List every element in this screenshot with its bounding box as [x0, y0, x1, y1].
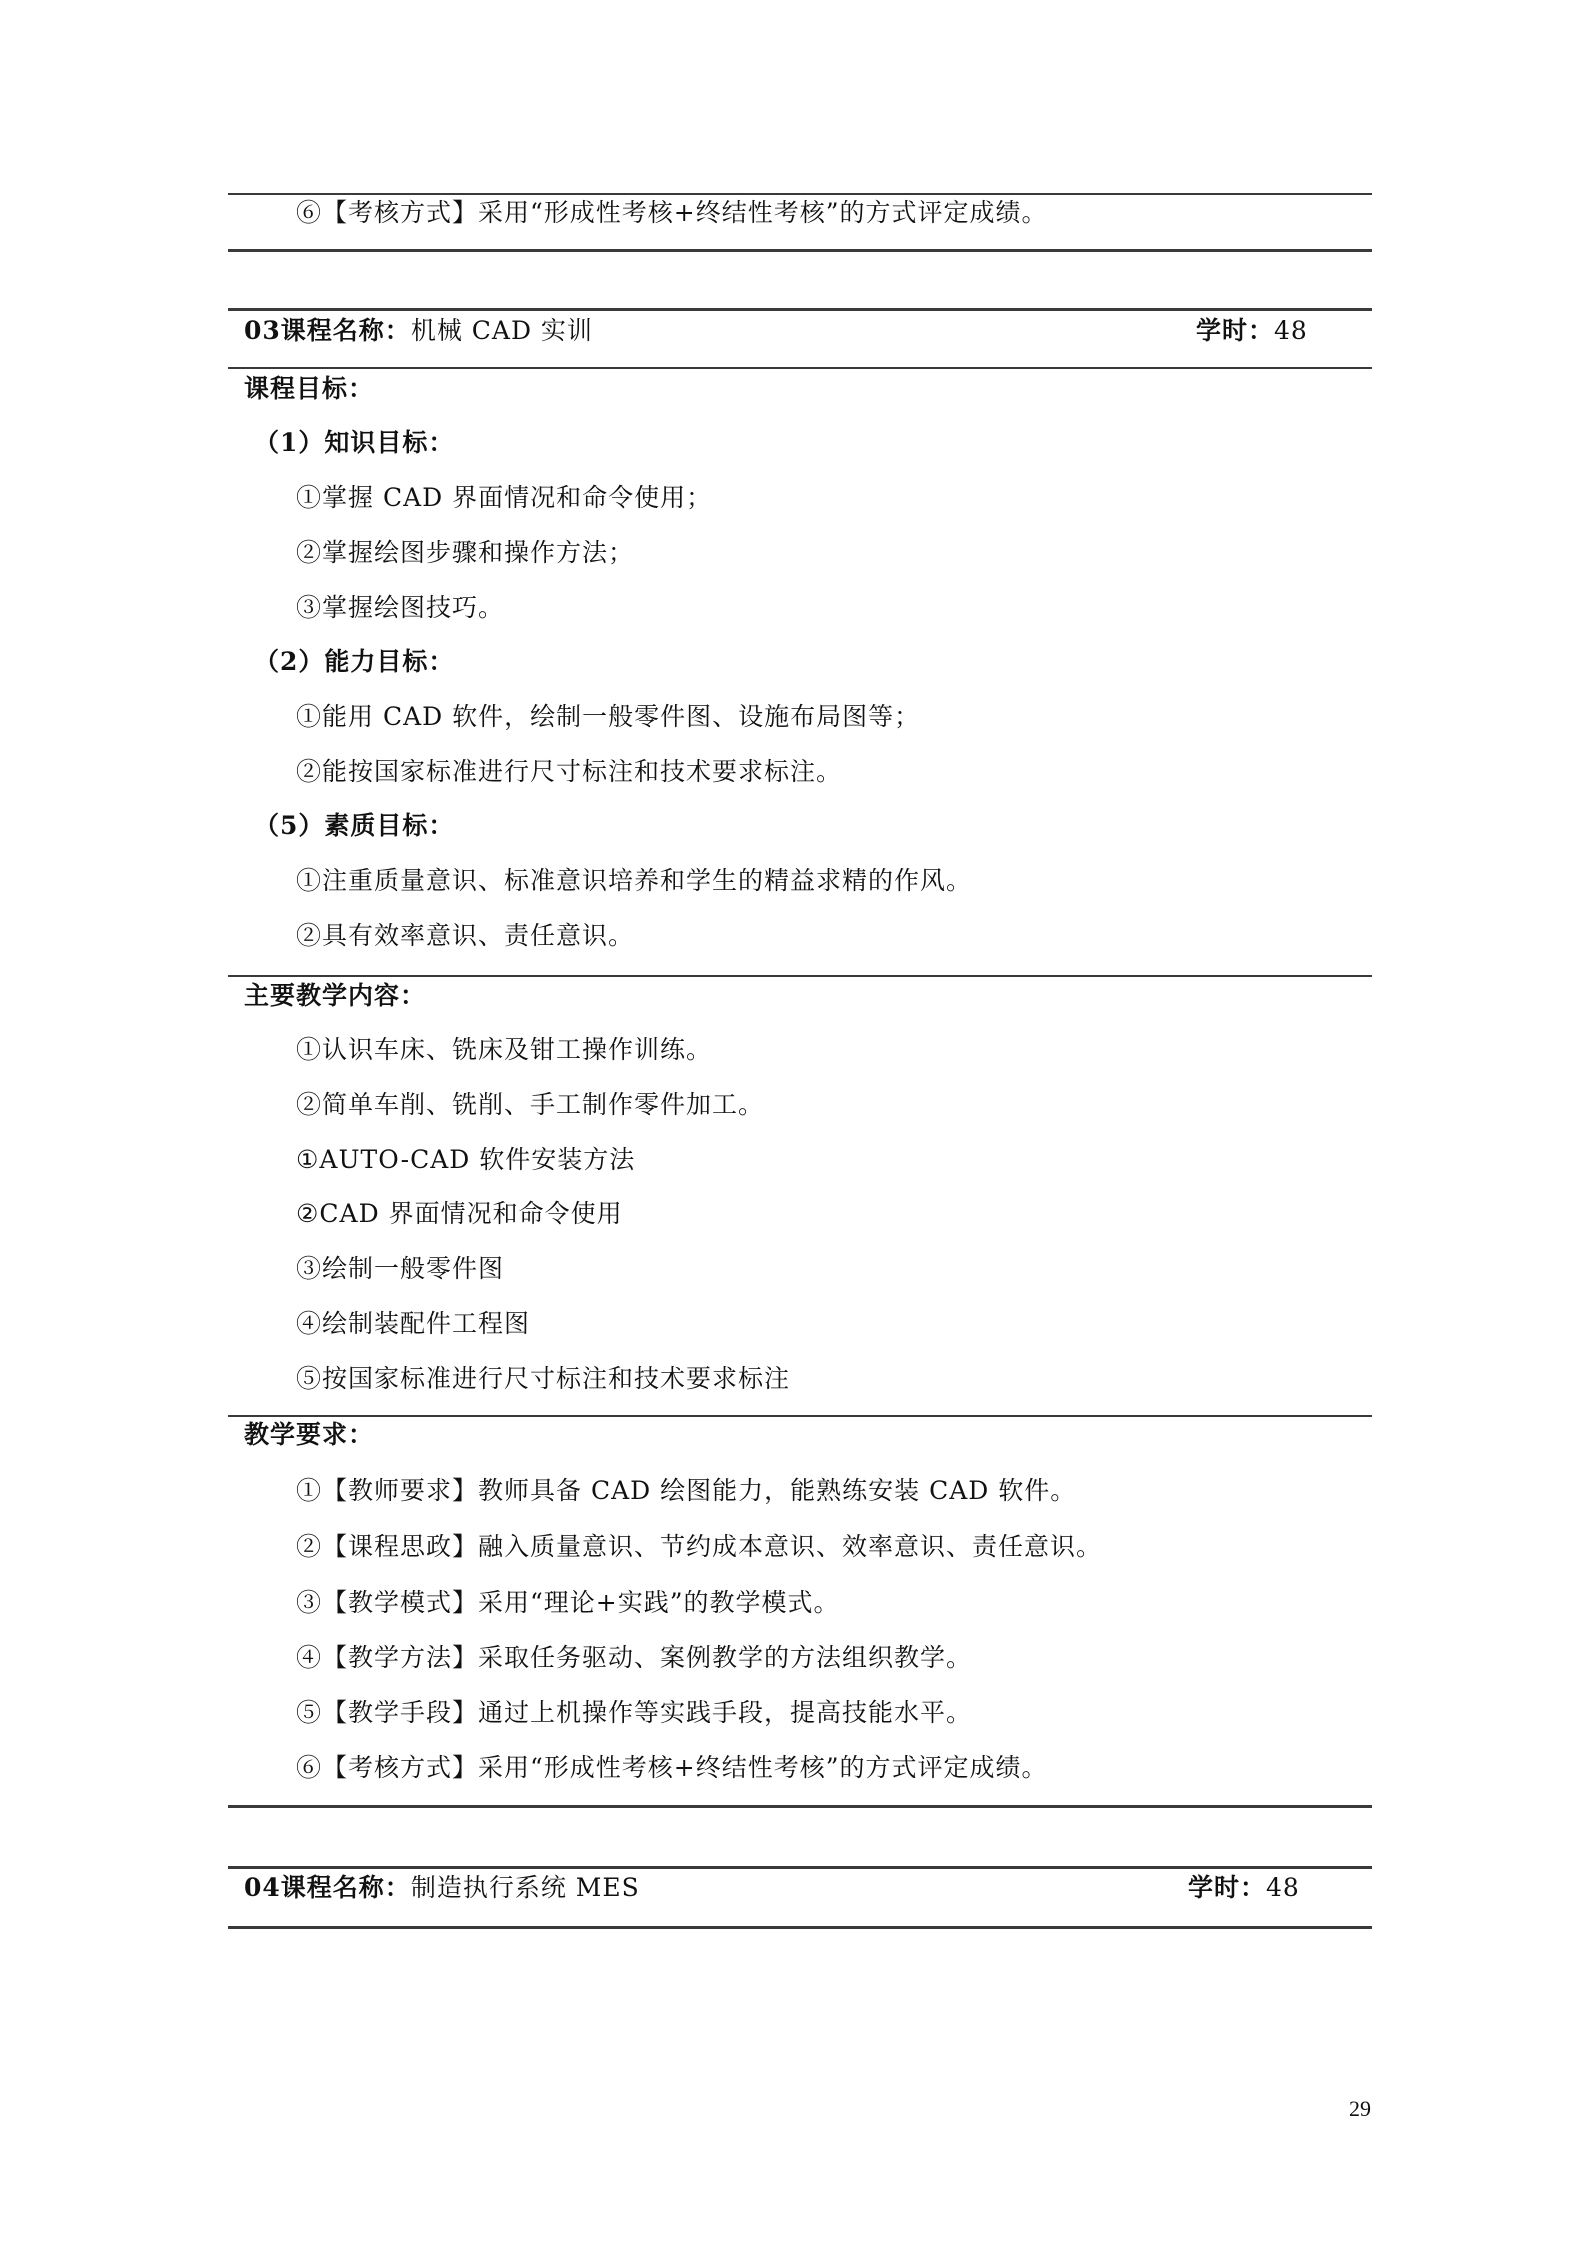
ability-item: ②能按国家标准进行尺寸标注和技术要求标注。: [296, 757, 843, 786]
requirement-item: ⑤【教学手段】通过上机操作等实践手段，提高技能水平。: [296, 1698, 973, 1727]
course03-number: 03: [244, 316, 281, 345]
course04-name: 制造执行系统 MES: [410, 1873, 640, 1902]
section-bottom-rule: [228, 249, 1372, 252]
course03-header-top-rule: [228, 308, 1372, 311]
content-item: ④绘制装配件工程图: [296, 1309, 531, 1338]
content-heading: 主要教学内容：: [244, 981, 427, 1010]
content-item: ⑤按国家标准进行尺寸标注和技术要求标注: [296, 1364, 791, 1393]
ability-item: ①能用 CAD 软件，绘制一般零件图、设施布局图等；: [296, 702, 921, 731]
knowledge-item: ②掌握绘图步骤和操作方法；: [296, 538, 635, 567]
requirement-item: ⑥【考核方式】采用“形成性考核+终结性考核”的方式评定成绩。: [296, 1753, 1048, 1782]
content-item: ①AUTO-CAD 软件安装方法: [296, 1145, 636, 1174]
course04-header-top-rule: [228, 1866, 1372, 1869]
requirement-item: ②【课程思政】融入质量意识、节约成本意识、效率意识、责任意识。: [296, 1532, 1103, 1561]
content-item: ②简单车削、铣削、手工制作零件加工。: [296, 1090, 765, 1119]
quality-item: ①注重质量意识、标准意识培养和学生的精益求精的作风。: [296, 866, 973, 895]
requirements-heading: 教学要求：: [244, 1420, 375, 1449]
goals-bottom-rule: [228, 975, 1372, 977]
knowledge-heading: （1）知识目标：: [254, 428, 455, 457]
course03-hours-label: 学时：: [1196, 316, 1275, 345]
page-number: 29: [1349, 2096, 1371, 2121]
course03-hours-value: 48: [1274, 316, 1308, 345]
course04-name-label: 课程名称：: [280, 1873, 411, 1902]
content-item: ②CAD 界面情况和命令使用: [296, 1199, 623, 1228]
course04-hours-value: 48: [1266, 1873, 1300, 1902]
course04-number: 04: [244, 1873, 281, 1902]
content-bottom-rule: [228, 1415, 1372, 1417]
quality-heading: （5）素质目标：: [254, 811, 455, 840]
knowledge-item: ③掌握绘图技巧。: [296, 593, 505, 622]
requirement-item: ④【教学方法】采取任务驱动、案例教学的方法组织教学。: [296, 1643, 973, 1672]
course03-hours: [1196, 314, 1308, 348]
course03-header-bottom-rule: [228, 367, 1372, 369]
content-item: ③绘制一般零件图: [296, 1254, 505, 1283]
course03-title: [244, 314, 593, 348]
goals-heading: 课程目标：: [244, 374, 375, 403]
ability-heading: （2）能力目标：: [254, 647, 455, 676]
course04-hours-label: 学时：: [1188, 1873, 1267, 1902]
course03-name-label: 课程名称：: [280, 316, 411, 345]
knowledge-item: ①掌握 CAD 界面情况和命令使用；: [296, 483, 713, 512]
course03-name: 机械 CAD 实训: [410, 316, 593, 345]
assessment-line-prev: ⑥【考核方式】采用“形成性考核+终结性考核”的方式评定成绩。: [296, 198, 1048, 227]
course04-hours: [1188, 1871, 1300, 1905]
requirement-item: ③【教学模式】采用“理论+实践”的教学模式。: [296, 1588, 840, 1617]
section-top-rule: [228, 193, 1372, 195]
course04-header-bottom-rule: [228, 1926, 1372, 1929]
quality-item: ②具有效率意识、责任意识。: [296, 921, 635, 950]
requirement-item: ①【教师要求】教师具备 CAD 绘图能力，能熟练安装 CAD 软件。: [296, 1476, 1077, 1505]
content-item: ①认识车床、铣床及钳工操作训练。: [296, 1035, 713, 1064]
course03-bottom-rule: [228, 1805, 1372, 1808]
course04-title: [244, 1871, 640, 1905]
